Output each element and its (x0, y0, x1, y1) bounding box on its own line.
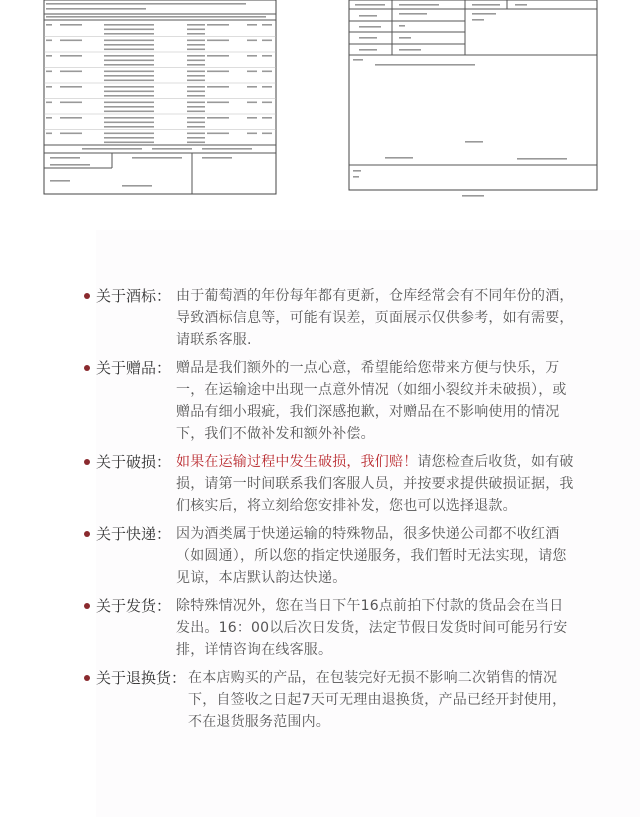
note-highlight: 如果在运输过程中发生破损，我们赔！ (176, 454, 418, 470)
scan-text-mark (353, 59, 363, 61)
scan-text-mark (187, 80, 205, 82)
note-text-body: 在本店购买的产品，在包装完好无损不影响二次销售的情况下，自签收之日起7天可无理由退换货，产品已经开封使用，不在退货服务范围内。 (188, 670, 567, 730)
scan-text-mark (104, 40, 154, 42)
scan-text-mark (104, 80, 154, 82)
note-text-body: 请您检查后收货，如有破损，请第一时间联系我们客服人员，并按要求提供破损证据，我们核实后，将立刻给您安排补发，您也可以选择退款。 (176, 454, 574, 514)
scan-text-mark (375, 64, 475, 66)
scan-text-mark (247, 24, 257, 26)
scan-text-mark (262, 71, 272, 73)
scan-text-mark (104, 64, 154, 66)
scan-text-mark (46, 102, 52, 104)
scan-text-mark (247, 71, 257, 73)
bullet-icon (84, 603, 90, 609)
scan-text-mark (122, 185, 152, 187)
scan-text-mark (472, 13, 496, 15)
note-gifts (78, 357, 598, 445)
scan-text-mark (60, 40, 82, 42)
scan-text-mark (46, 86, 52, 88)
note-text-body: 因为酒类属于快递运输的特殊物品，很多快递公司都不收红酒（如圆通），所以您的指定快递服务，我们暂时无法实现，请您见谅，本店默认韵达快递。 (176, 526, 567, 586)
scan-text-mark (207, 24, 229, 26)
scan-text-mark (60, 117, 82, 119)
scan-text-mark (262, 102, 272, 104)
scan-text-mark (187, 75, 205, 77)
scan-text-mark (46, 3, 246, 5)
scan-text-mark (152, 148, 192, 150)
customs-declaration-scan-image (42, 0, 278, 200)
scan-text-mark (359, 26, 381, 28)
scan-text-mark (187, 24, 205, 26)
scan-text-mark (46, 16, 266, 18)
scan-text-mark (104, 44, 154, 46)
note-label: 关于退换货： (96, 669, 187, 687)
scan-text-mark (50, 157, 80, 159)
scan-text-mark (60, 71, 82, 73)
scan-text-mark (60, 24, 82, 26)
customs-declaration-scan-graphic (42, 0, 278, 200)
scan-text-mark (132, 157, 182, 159)
scan-text-mark (187, 33, 205, 35)
scan-text-mark (104, 91, 154, 93)
scan-text-mark (359, 37, 377, 39)
note-label: 关于快递： (96, 525, 172, 543)
scan-text-mark (104, 122, 154, 124)
scan-text-mark (207, 71, 229, 73)
scan-text-mark (472, 19, 484, 21)
scan-text-mark (60, 86, 82, 88)
scan-text-mark (207, 86, 229, 88)
scan-text-mark (104, 106, 154, 108)
scan-text-mark (359, 49, 377, 51)
scan-text-mark (104, 75, 154, 77)
note-courier (78, 523, 598, 589)
bullet-icon (84, 675, 90, 681)
bullet-icon (84, 459, 90, 465)
scan-text-mark (46, 8, 146, 10)
scan-text-mark (187, 91, 205, 93)
bullet-icon (84, 293, 90, 299)
scan-text-mark (472, 4, 500, 6)
note-label: 关于酒标： (96, 287, 172, 305)
scan-text-mark (462, 195, 484, 197)
note-damage (78, 451, 598, 517)
scan-text-mark (104, 33, 154, 35)
scan-text-mark (465, 141, 483, 143)
scan-text-mark (104, 133, 154, 135)
scan-text-mark (399, 25, 405, 27)
scan-text-mark (187, 106, 205, 108)
scan-text-mark (187, 102, 205, 104)
scan-text-mark (187, 40, 205, 42)
note-shipping (78, 595, 598, 661)
scan-text-mark (46, 40, 52, 42)
inspection-certificate-scan-image (347, 0, 599, 200)
scan-text-mark (187, 71, 205, 73)
scan-text-mark (187, 64, 205, 66)
scan-text-mark (187, 122, 205, 124)
scan-text-mark (399, 37, 411, 39)
note-label: 关于赠品： (96, 359, 172, 377)
scan-text-mark (262, 117, 272, 119)
scan-text-mark (517, 158, 567, 160)
scan-text-mark (207, 55, 229, 57)
scan-text-mark (187, 55, 205, 57)
scan-text-mark (104, 126, 154, 128)
scan-text-mark (202, 148, 252, 150)
scan-text-mark (46, 71, 52, 73)
scan-text-mark (50, 164, 90, 166)
note-text (176, 357, 576, 445)
note-label: 关于破损： (96, 453, 172, 471)
scan-text-mark (262, 86, 272, 88)
scan-text-mark (104, 102, 154, 104)
scan-text-mark (104, 49, 154, 51)
note-text (176, 523, 576, 589)
note-text (188, 667, 576, 733)
scan-text-mark (187, 142, 205, 144)
scan-text-mark (104, 55, 154, 57)
scan-text-mark (353, 170, 361, 172)
scan-text-mark (187, 133, 205, 135)
scan-text-mark (104, 142, 154, 144)
scan-text-mark (104, 29, 154, 31)
scan-text-mark (187, 95, 205, 97)
scan-text-mark (187, 49, 205, 51)
note-wine-label (78, 285, 598, 351)
scan-text-mark (202, 157, 232, 159)
scan-text-mark (104, 60, 154, 62)
scan-text-mark (399, 13, 427, 15)
inspection-certificate-scan-graphic (347, 0, 599, 200)
scan-text-mark (385, 157, 413, 159)
note-text (176, 595, 576, 661)
scan-text-mark (247, 133, 257, 135)
scan-text-mark (104, 86, 154, 88)
scan-text-mark (46, 55, 52, 57)
scan-text-mark (104, 71, 154, 73)
scan-text-mark (60, 133, 82, 135)
scan-text-mark (207, 117, 229, 119)
scan-text-mark (399, 4, 439, 6)
bullet-icon (84, 531, 90, 537)
note-label: 关于发货： (96, 597, 172, 615)
scan-text-mark (262, 24, 272, 26)
scan-text-mark (46, 24, 52, 26)
note-text-body: 除特殊情况外，您在当日下午16点前拍下付款的货品会在当日发出。16：00以后次日发货，法定节假日发货时间可能另行安排，详情咨询在线客服。 (176, 598, 568, 658)
bullet-icon (84, 365, 90, 371)
scan-text-mark (82, 148, 142, 150)
scan-text-mark (187, 111, 205, 113)
scan-text-mark (187, 60, 205, 62)
note-text (176, 451, 576, 517)
scan-text-mark (187, 137, 205, 139)
scan-text-mark (60, 102, 82, 104)
scan-text-mark (104, 117, 154, 119)
scan-text-mark (104, 111, 154, 113)
scan-text-mark (262, 133, 272, 135)
scan-text-mark (515, 4, 527, 6)
scan-text-mark (207, 40, 229, 42)
scan-text-mark (104, 95, 154, 97)
scan-text-mark (399, 49, 421, 51)
scan-text-mark (187, 44, 205, 46)
scan-text-mark (247, 86, 257, 88)
scan-text-mark (104, 137, 154, 139)
scan-text-mark (207, 133, 229, 135)
scan-text-mark (187, 126, 205, 128)
scan-text-mark (187, 117, 205, 119)
scan-text-mark (247, 117, 257, 119)
note-returns (78, 667, 598, 733)
scan-text-mark (355, 4, 385, 6)
note-text (176, 285, 576, 351)
scan-text-mark (50, 180, 70, 182)
scan-text-mark (104, 24, 154, 26)
note-text-body: 由于葡萄酒的年份每年都有更新，仓库经常会有不同年份的酒，导致酒标信息等，可能有误差，页面展示仅供参考，如有需要，请联系客服. (176, 288, 574, 348)
note-text-body: 赠品是我们额外的一点心意，希望能给您带来方便与快乐，万一，在运输途中出现一点意外情况（如细小裂纹并未破损），或赠品有细小瑕疵，我们深感抱歉，对赠品在不影响使用的情况下，我们不做补发和额外补偿。 (176, 360, 567, 442)
scan-text-mark (207, 102, 229, 104)
scan-text-mark (247, 40, 257, 42)
scan-text-mark (247, 102, 257, 104)
scan-text-mark (187, 29, 205, 31)
scan-text-mark (46, 133, 52, 135)
scan-text-mark (187, 86, 205, 88)
store-policy-notes (78, 285, 598, 739)
scan-text-mark (46, 117, 52, 119)
scan-text-mark (359, 15, 377, 17)
scan-text-mark (247, 55, 257, 57)
scan-text-mark (60, 55, 82, 57)
scan-text-mark (262, 55, 272, 57)
scan-text-mark (353, 176, 359, 178)
scan-text-mark (262, 40, 272, 42)
